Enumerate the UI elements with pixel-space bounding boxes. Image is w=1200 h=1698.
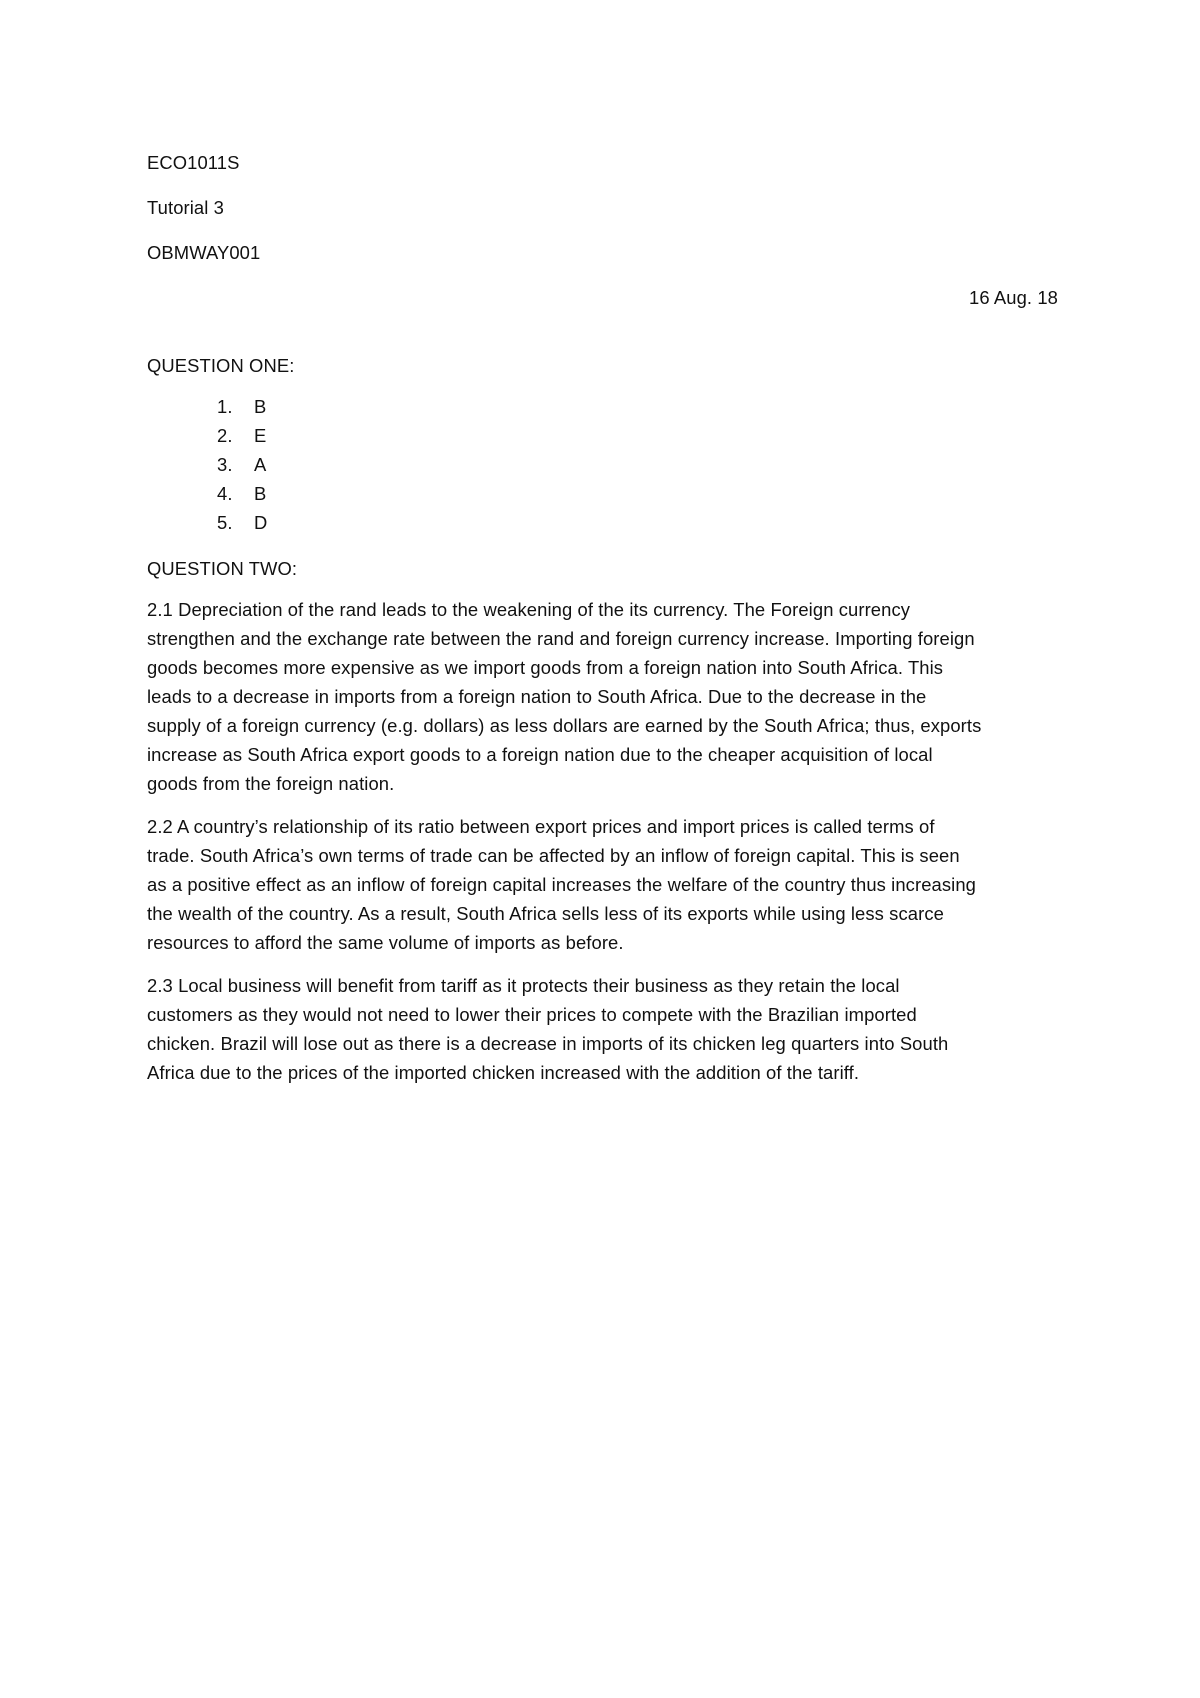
- question-two-heading: QUESTION TWO:: [147, 558, 298, 579]
- paragraph-line: chicken. Brazil will lose out as there is a decrease in imports of its chicken leg quarters into South: [147, 1033, 949, 1054]
- answer-paragraph-2-3: [147, 971, 1058, 1087]
- answer-number: 2.: [217, 425, 233, 446]
- answer-letter: B: [254, 483, 267, 504]
- answer-item: [217, 508, 1058, 537]
- paragraph-line: goods from the foreign nation.: [147, 773, 395, 794]
- answer-number: 4.: [217, 483, 233, 504]
- answer-letter: B: [254, 396, 267, 417]
- paragraph-line: trade. South Africa’s own terms of trade can be affected by an inflow of foreign capital. This is seen: [147, 845, 960, 866]
- document-date: 16 Aug. 18: [969, 287, 1058, 308]
- question-one-answer-list: [147, 392, 1058, 537]
- answer-letter: E: [254, 425, 267, 446]
- answer-letter: D: [254, 512, 268, 533]
- answer-paragraph-2-1: [147, 595, 1058, 798]
- answer-paragraph-2-2: [147, 812, 1058, 957]
- course-code: ECO1011S: [147, 152, 240, 173]
- paragraph-line: Africa due to the prices of the imported chicken increased with the addition of the tariff.: [147, 1062, 860, 1083]
- document-body: [147, 148, 1058, 1101]
- paragraph-line: 2.1 Depreciation of the rand leads to the weakening of the its currency. The Foreign currency: [147, 599, 911, 620]
- answer-number: 3.: [217, 454, 233, 475]
- answer-letter: A: [254, 454, 267, 475]
- paragraph-line: supply of a foreign currency (e.g. dollars) as less dollars are earned by the South Africa; thus, exports: [147, 715, 982, 736]
- paragraph-line: the wealth of the country. As a result, South Africa sells less of its exports while using less scarce: [147, 903, 944, 924]
- student-id: OBMWAY001: [147, 242, 261, 263]
- answer-item: [217, 450, 1058, 479]
- paragraph-line: goods becomes more expensive as we import goods from a foreign nation into South Africa. This: [147, 657, 944, 678]
- tutorial-title: Tutorial 3: [147, 197, 224, 218]
- paragraph-line: strengthen and the exchange rate between the rand and foreign currency increase. Importing foreign: [147, 628, 975, 649]
- answer-item: [217, 421, 1058, 450]
- paragraph-line: leads to a decrease in imports from a foreign nation to South Africa. Due to the decrease in the: [147, 686, 927, 707]
- answer-number: 5.: [217, 512, 233, 533]
- paragraph-line: customers as they would not need to lower their prices to compete with the Brazilian imported: [147, 1004, 917, 1025]
- question-one-heading: QUESTION ONE:: [147, 355, 295, 376]
- paragraph-line: as a positive effect as an inflow of foreign capital increases the welfare of the country thus increasing: [147, 874, 976, 895]
- paragraph-line: 2.2 A country’s relationship of its ratio between export prices and import prices is called terms of: [147, 816, 935, 837]
- answer-number: 1.: [217, 396, 233, 417]
- paragraph-line: 2.3 Local business will benefit from tariff as it protects their business as they retain the local: [147, 975, 900, 996]
- answer-item: [217, 479, 1058, 508]
- paragraph-line: increase as South Africa export goods to a foreign nation due to the cheaper acquisition of local: [147, 744, 933, 765]
- answer-item: [217, 392, 1058, 421]
- paragraph-line: resources to afford the same volume of imports as before.: [147, 932, 624, 953]
